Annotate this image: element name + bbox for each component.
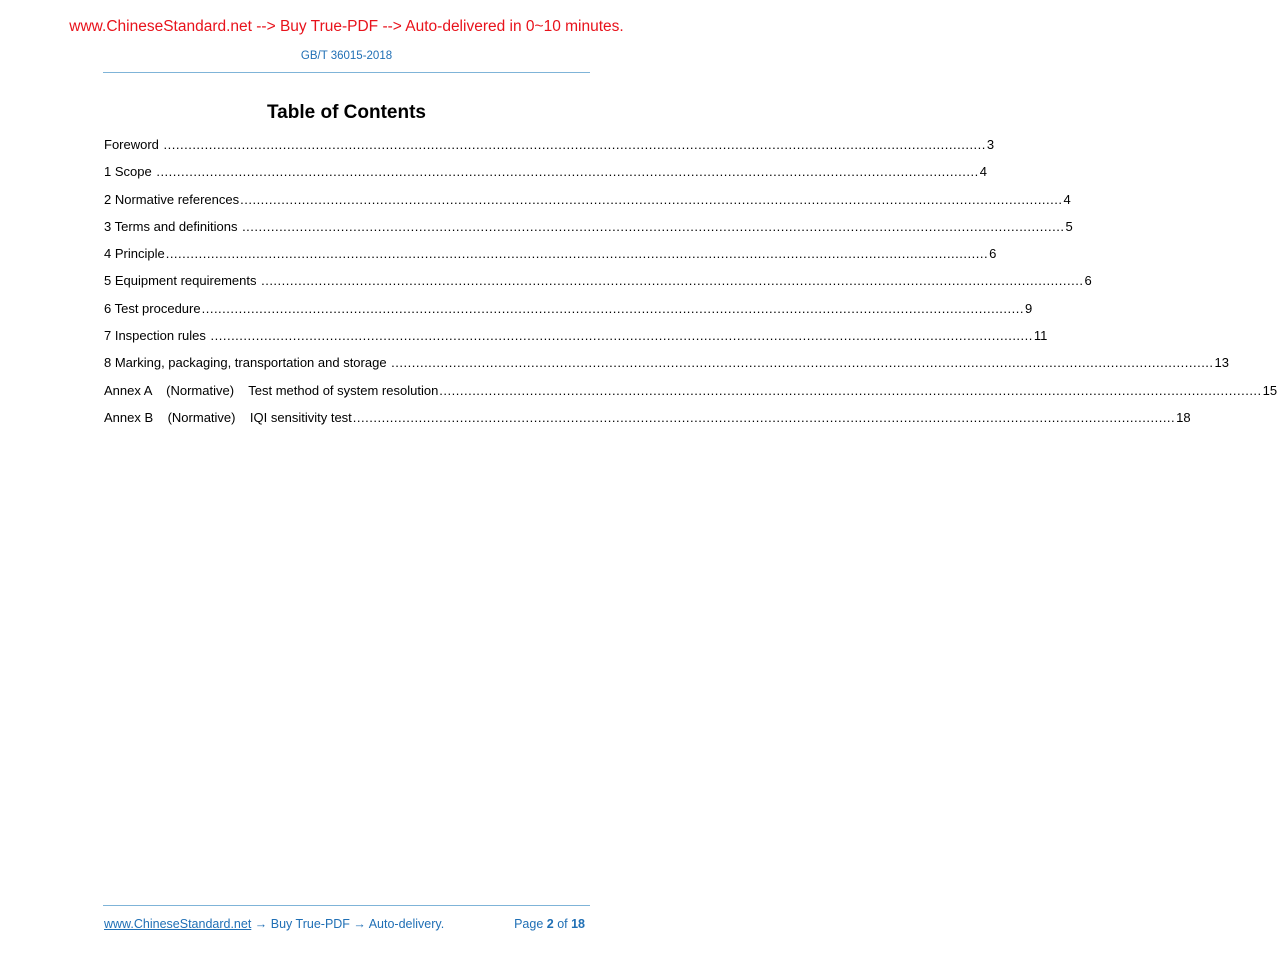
toc-leader-dots: ........................................................................................................................................................................................................: [201, 300, 1024, 316]
toc-entry-test-procedure[interactable]: [104, 300, 1033, 327]
toc-entry-label: 1 Scope: [104, 164, 156, 180]
toc-leader-dots: ........................................................................................................................................................................................................: [242, 218, 1065, 234]
toc-entry-label: Annex A (Normative) Test method of system resolution: [104, 382, 439, 398]
toc-entry-page: 11: [1033, 328, 1048, 344]
toc-entry-annex-b[interactable]: [104, 409, 1191, 436]
toc-entry-page: 3: [986, 137, 995, 152]
toc-entry-page: 5: [1065, 218, 1073, 234]
toc-entry-label: Foreword: [104, 137, 163, 152]
toc-entry-label: Annex B (Normative) IQI sensitivity test: [104, 409, 352, 425]
toc-entry-label: 3 Terms and definitions: [104, 218, 242, 234]
toc-entry-page: 18: [1176, 409, 1191, 425]
toc-entry-label: 7 Inspection rules: [104, 328, 210, 344]
toc-entry-inspection-rules[interactable]: [104, 327, 1048, 354]
toc-entry-page: 13: [1214, 355, 1230, 371]
toc-entry-annex-a[interactable]: [104, 382, 1277, 409]
toc-entry-page: 4: [979, 164, 987, 180]
toc-leader-dots: ........................................................................................................................................................................................................: [165, 246, 989, 262]
toc-leader-dots: ........................................................................................................................................................................................................: [210, 328, 1033, 344]
page-indicator-prefix: Page: [514, 917, 547, 931]
toc-leader-dots: ........................................................................................................................................................................................................: [261, 273, 1084, 289]
toc-entry-terms-and-definitions[interactable]: [104, 218, 1073, 245]
toc-entry-page: 15: [1262, 382, 1277, 398]
toc-entry-label: 8 Marking, packaging, transportation and storage: [104, 355, 391, 371]
toc-entry-principle[interactable]: [104, 245, 997, 272]
toc-entry-label: 4 Principle: [104, 246, 165, 262]
footer-divider: [103, 905, 590, 906]
toc-entry-page: 9: [1024, 300, 1033, 316]
page-indicator: [514, 917, 585, 931]
toc-entry-normative-references[interactable]: [104, 191, 1071, 218]
toc-leader-dots: ........................................................................................................................................................................................................: [240, 191, 1063, 207]
toc-entry-marking-packaging[interactable]: [104, 354, 1230, 381]
total-pages-number: 18: [571, 917, 585, 931]
toc-entry-page: 6: [1084, 273, 1092, 289]
toc-leader-dots: ........................................................................................................................................................................................................: [156, 164, 979, 180]
toc-leader-dots: ........................................................................................................................................................................................................: [352, 409, 1176, 425]
current-page-number: 2: [546, 917, 554, 931]
toc-entry-equipment-requirements[interactable]: [104, 272, 1092, 299]
toc-entry-label: 2 Normative references: [104, 191, 240, 207]
toc-entry-page: 6: [989, 246, 997, 262]
footer-site-link[interactable]: www.ChineseStandard.net: [104, 917, 252, 931]
promo-banner-link[interactable]: www.ChineseStandard.net --> Buy True-PDF --> Auto-delivered in 0~10 minutes.: [69, 18, 624, 35]
toc-entry-foreword[interactable]: [104, 136, 995, 163]
page-indicator-separator: of: [553, 917, 572, 931]
toc-entry-label: 6 Test procedure: [104, 300, 201, 316]
standard-code: GB/T 36015-2018: [300, 50, 393, 62]
toc-leader-dots: ........................................................................................................................................................................................................: [439, 382, 1262, 398]
header-divider: [103, 72, 590, 73]
toc-leader-dots: ........................................................................................................................................................................................................: [163, 137, 986, 152]
table-of-contents: [104, 136, 1277, 436]
footer-tagline: → Buy True-PDF → Auto-delivery.: [251, 917, 445, 931]
footer-promo: [104, 917, 444, 931]
toc-entry-scope[interactable]: [104, 163, 987, 190]
toc-entry-page: 4: [1063, 191, 1071, 207]
promo-banner[interactable]: [0, 18, 693, 36]
toc-title: Table of Contents: [266, 102, 427, 123]
toc-entry-label: 5 Equipment requirements: [104, 273, 261, 289]
toc-leader-dots: ........................................................................................................................................................................................................: [391, 355, 1214, 371]
